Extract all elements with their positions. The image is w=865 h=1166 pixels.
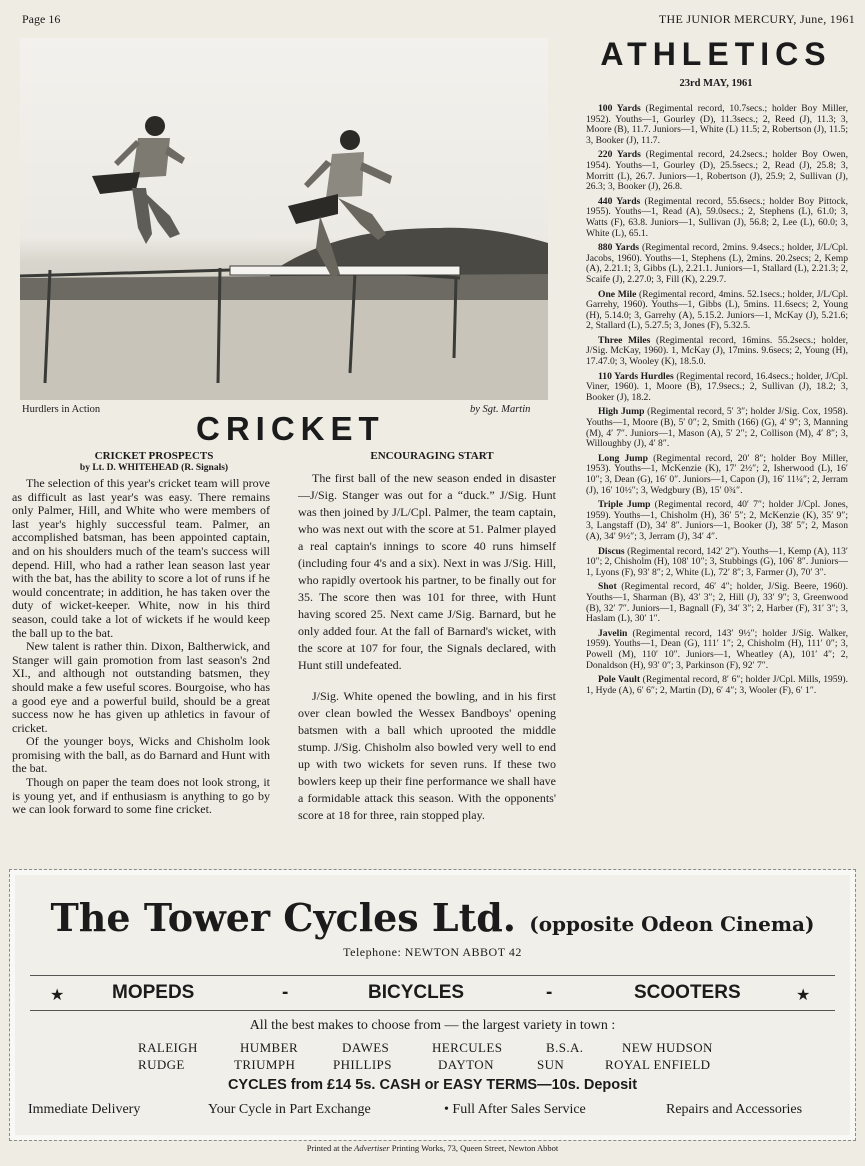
- event-text: (Regimental record, 10.7secs.; holder Boy Miller, 1952). Youths—1, Gourley (D), 11.3secs.; 2, Reed (J), 11.3; 3, Moore (B), 11.7. Juniors—1, White (L) 11.5; 2, Robertson (J), 11.5; 3, Booker (J), 11.7.: [586, 104, 848, 146]
- event-name: 220 Yards: [598, 149, 641, 161]
- prospects-heading: CRICKET PROSPECTS: [94, 450, 214, 462]
- result-high-jump: [586, 407, 848, 449]
- publication-title: THE JUNIOR MERCURY, June, 1961: [658, 12, 855, 26]
- athletics-results: [586, 104, 848, 874]
- advert-telephone: Telephone: NEWTON ABBOT 42: [343, 945, 522, 959]
- category-separator: -: [546, 982, 553, 1003]
- result-javelin: [586, 629, 848, 671]
- event-text: (Regimental record, 24.2secs.; holder Boy Owen, 1954). Youths—1, Gourley (D), 25.5secs.; 2, Read (J), 25.8; 3, Morritt (L), 26.7. Juniors—1, Robertson (J), 25.9; 2, Sullivan (J), 26.3; 3, Booker (J), 26.8.: [586, 149, 848, 193]
- star-icon: ★: [796, 987, 811, 1004]
- athletics-date: 23rd MAY, 1961: [679, 78, 753, 89]
- divider: [30, 1010, 835, 1011]
- page-number: Page 16: [22, 12, 61, 26]
- makes-intro: All the best makes to choose from — the largest variety in town :: [249, 1018, 616, 1033]
- brand-name: B.S.A.: [546, 1040, 584, 1055]
- hurdlers-photo: [20, 38, 548, 400]
- event-text: (Regimental record, 5′ 3″; holder J/Sig. Cox, 1958). Youths—1, Moore (B), 5′ 0″; 2, Smith (166) (G), 4′ 9″; 3, Manning (M), 4′ 7″. Juniors—1, Mason (A), 5′ 2″; 2, Collison (M), 4′ 8″; 3, Willoughby (J), 4′ 8″.: [586, 406, 848, 450]
- footer-text: Printed at the: [306, 1143, 353, 1153]
- service-item: Repairs and Accessories: [666, 1102, 803, 1117]
- hurdlers-illustration: [20, 38, 548, 400]
- brand-name: NEW HUDSON: [622, 1040, 713, 1055]
- brand-name: ROYAL ENFIELD: [605, 1057, 711, 1072]
- encouraging-article: [298, 470, 556, 824]
- result-shot: [586, 582, 848, 624]
- event-name: 100 Yards: [598, 104, 641, 114]
- brand-name: HUMBER: [240, 1040, 299, 1055]
- athletics-title: ATHLETICS: [600, 36, 832, 72]
- event-text: (Regimental record, 20′ 8″; holder Boy Miller, 1953). Youths—1, McKenzie (K), 17′ 2½″; 2, Isherwood (L), 16′ 10″; 3, Dean (G), 16′ 0″. Juniors—1, Capon (J), 16′ 11¼″; 2, Jerram (J), 16′ 10½″; 3, Wedgbury (B), 15′ 0¾″.: [586, 452, 848, 496]
- event-name: Three Miles: [598, 334, 651, 346]
- article-paragraph: J/Sig. White opened the bowling, and in his first over clean bowled the Wessex Bandboys' opening batsmen with a ball which uprooted the middle stump. J/Sig. Chisholm also bowled very well to end up with two wickets for seven runs. If these two bowlers keep up their fine performance we shall have a formidable attack this season. With the opponents' score at 18 for three, rain stopped play.: [298, 689, 556, 822]
- photo-caption: Hurdlers in Action: [22, 404, 101, 415]
- event-text: (Regimental record, 40′ 7″; holder J/Cpl. Jones, 1959). Youths—1, Chisholm (H), 36′ 5″; 2, McKenzie (K), 35′ 9″; 3, Langstaff (D), 34′ 8″. Juniors—1, Booker (J), 38′ 5″; 2, Mason (A), 34′ 9½″; 3, Jerram (J), 34′ 4″.: [586, 499, 848, 542]
- event-name: Triple Jump: [598, 499, 651, 511]
- cricket-title: CRICKET: [196, 410, 385, 447]
- event-text: (Regimental record, 55.6secs.; holder Boy Pittock, 1955). Youths—1, Read (A), 59.0secs.; 2, Stephens (L), 61.0; 3, Watts (F), 63.8. Juniors—1, Sullivan (J), 56.8; 2, Lee (L), 60.0; 3, White (L), 65.1.: [586, 195, 848, 239]
- printer-name: Advertiser: [354, 1143, 390, 1153]
- star-icon: ★: [50, 987, 65, 1004]
- brand-name: TRIUMPH: [234, 1057, 296, 1072]
- event-text: (Regimental record, 2mins. 9.4secs.; holder, J/L/Cpl. Jacobs, 1960). Youths—1, Stephens (L), 2mins. 20.2secs; 2, Kemp (A), 2.21.1; 3, Gibbs (L), 2.21.1. Juniors—1, Stallard (L), 2.21.3; 2, Scaife (J), 2.27.0; 3, Fill (K), 2.29.7.: [586, 242, 848, 285]
- article-paragraph: Though on paper the team does not look strong, it is young yet, and if enthusiasm is anything to go by we can look forward to some fine cricket.: [12, 775, 270, 817]
- event-name: 110 Yards Hurdles: [598, 370, 674, 382]
- category-mopeds: MOPEDS: [112, 982, 195, 1003]
- company-location: (opposite Odeon Cinema): [529, 912, 815, 936]
- brand-name: HERCULES: [432, 1040, 503, 1055]
- brand-name: DAWES: [342, 1040, 390, 1055]
- divider: [30, 975, 835, 976]
- prospects-article: [12, 477, 270, 817]
- event-name: One Mile: [598, 288, 637, 300]
- result-440-yards: [586, 197, 848, 239]
- price-line: CYCLES from £14 5s. CASH or EASY TERMS—10s. Deposit: [227, 1077, 638, 1093]
- article-paragraph: The selection of this year's cricket team will prove as difficult as last year's was easy. There remains only Palmer, Hill, and White who were members of last year's highly successful team. Palmer, an accomplished batsman, has been appointed captain, and on his shoulders much of the team's success will depend. Hill, who had a rather lean season last year with the bat, has the ability to score a lot of runs if he would concentrate; in addition, he has taken over the duty of wicket-keeper. White, now in his third season, could take a lot of wickets if he would keep the ball up to the bat.: [12, 476, 270, 640]
- event-name: Javelin: [598, 627, 628, 639]
- event-name: High Jump: [598, 406, 645, 418]
- result-discus: [586, 547, 848, 579]
- event-text: (Regimental record, 142′ 2″). Youths—1, Kemp (A), 113′ 10″; 2, Chisholm (H), 108′ 10″; 3, Stubbings (G), 106′ 8″. Juniors—1, Lyons (F), 93′ 8″; 2, White (L), 72′ 8″; 3, Farmer (J), 70′ 3″.: [586, 545, 848, 578]
- result-long-jump: [586, 454, 848, 496]
- result-three-miles: [586, 336, 848, 368]
- brand-name: RALEIGH: [138, 1040, 198, 1055]
- event-text: (Regimental record, 16mins. 55.2secs.; holder, J/Sig. McKay, 1960). 1, McKay (J), 17mins. 9.6secs; 2, Young (H), 17.47.0; 3, Wooley (K), 18.5.0.: [586, 334, 848, 368]
- advert-company: [50, 895, 815, 940]
- result-100-yards: [586, 104, 848, 146]
- result-220-yards: [586, 150, 848, 192]
- event-text: (Regimental record, 8′ 6″; holder J/Cpl. Mills, 1959). 1, Hyde (A), 6′ 6″; 2, Martin (D), 6′ 4″; 3, Wooler (F), 6′ 1″.: [586, 674, 848, 696]
- event-name: Pole Vault: [598, 674, 641, 686]
- photo-credit: by Sgt. Martin: [470, 404, 531, 415]
- event-text: (Regimental record, 4mins. 52.1secs.; holder, J/L/Cpl. Garrehy, 1960). Youths—1, Gibbs (L), 5mins. 11.6secs; 2, Young (H), 5.14.0; 3, Garrehy (A), 5.15.2. Juniors—1, McKay (J), 5.21.6; 2, Stallard (L), 5.27.5; 3, Jones (F), 5.32.5.: [586, 288, 848, 332]
- result-triple-jump: [586, 500, 848, 542]
- brand-name: DAYTON: [438, 1057, 494, 1072]
- brand-name: PHILLIPS: [333, 1057, 392, 1072]
- service-item: Your Cycle in Part Exchange: [208, 1102, 371, 1117]
- result-one-mile: [586, 290, 848, 332]
- event-text: (Regimental record, 143′ 9½″; holder J/Sig. Walker, 1959). Youths—1, Dean (G), 111′ 1″; 2, Chisholm (H), 111′ 0″; 3, Powell (M), 110′ 10″. Juniors—1, Wheatley (A), 101′ 4″; 2, Donaldson (H), 93′ 0″; 3, Parkinson (F), 92′ 7″.: [586, 627, 848, 671]
- brand-name: SUN: [537, 1057, 565, 1072]
- brand-name: RUDGE: [138, 1057, 185, 1072]
- encouraging-heading: ENCOURAGING START: [370, 450, 494, 462]
- event-name: Discus: [598, 545, 625, 557]
- service-item: • Full After Sales Service: [444, 1102, 586, 1117]
- article-paragraph: New talent is rather thin. Dixon, Baltherwick, and Stanger will gain promotion from last season's 2nd XI., and although not outstanding batsmen, they should make a few useful scores. Bourgoise, who has a good eye and a powerful build, should be a great success now he has given up athletics in favour of cricket.: [12, 639, 270, 735]
- result-880-yards: [586, 243, 848, 285]
- event-name: 440 Yards: [598, 195, 641, 207]
- event-text: (Regimental record, 46′ 4″; holder, J/Sig. Beere, 1960). Youths—1, Sharman (B), 43′ 3″; 2, Hill (J), 33′ 9″; 3, Greenwood (B), 32′ 7″. Juniors—1, Bagnall (F), 34′ 3″; 2, Harber (F), 31′ 3″; 3, Haslam (L), 30′ 1″.: [586, 581, 848, 625]
- result-110-hurdles: [586, 372, 848, 404]
- article-paragraph: Of the younger boys, Wicks and Chisholm look promising with the ball, as do Barnard and Hunt with the bat.: [12, 734, 270, 776]
- event-name: Long Jump: [598, 452, 648, 464]
- category-scooters: SCOOTERS: [634, 982, 741, 1003]
- prospects-byline: by Lt. D. WHITEHEAD (R. Signals): [79, 463, 229, 473]
- footer-text: Printing Works, 73, Queen Street, Newton Abbot: [391, 1143, 559, 1153]
- category-separator: -: [282, 982, 289, 1003]
- event-name: 880 Yards: [598, 242, 640, 254]
- event-text: (Regimental record, 16.4secs.; holder, J/Cpl. Viner, 1960). 1, Moore (B), 17.9secs.; 2, Sullivan (J), 18.2; 3, Booker (J), 18.2.: [586, 370, 848, 403]
- event-name: Shot: [598, 581, 617, 593]
- article-paragraph: The first ball of the new season ended in disaster—J/Sig. Stanger was out for a “duck.” J/Sig. Hunt was then joined by J/L/Cpl. Palmer, the team captain, who was next out with the score at 51. Palmer played a real captain's innings to score 40 runs himself (including four 4's and a six). Next in was J/Sig. Hill, who rapidly overtook his partner, to be finally out for 35. The score then was 101 for three, with Hunt having scored 25. Next came J/Sig. Barnard, but he only added four. At the fall of Barnard's wicket, with the score at 107 for four, the Signals declared, with Hunt still undefeated.: [298, 471, 556, 672]
- category-bicycles: BICYCLES: [368, 982, 465, 1003]
- printer-footer: [10, 1143, 855, 1153]
- company-name: The Tower Cycles Ltd.: [50, 895, 516, 940]
- result-pole-vault: [586, 675, 848, 696]
- service-item: Immediate Delivery: [28, 1102, 141, 1117]
